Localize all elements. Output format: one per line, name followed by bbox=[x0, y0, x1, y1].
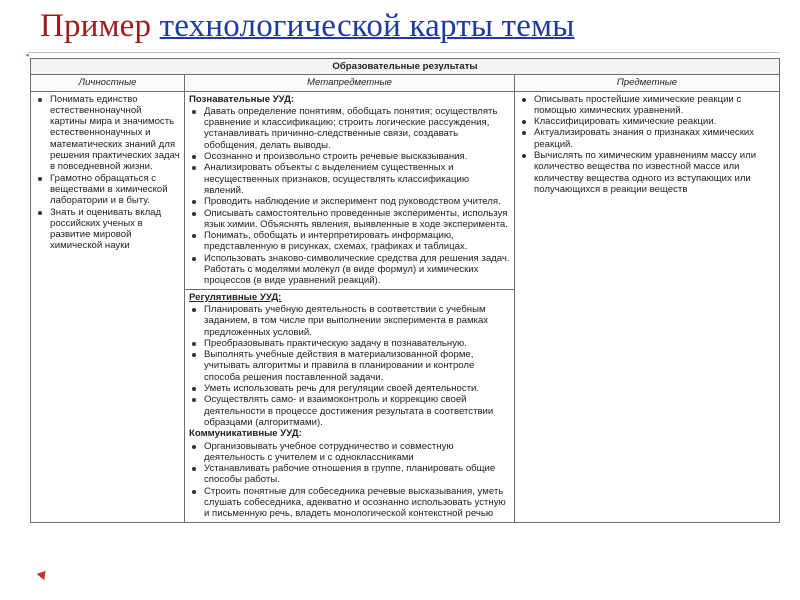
subject-list bbox=[519, 94, 775, 196]
regulative-title: Регулятивные УУД: bbox=[189, 291, 282, 303]
slide-title-plain: Пример bbox=[40, 8, 160, 44]
col-header-metasubject: Метапредметные bbox=[185, 75, 515, 91]
communicative-title: Коммуникативные УУД: bbox=[189, 428, 302, 440]
list-item: Грамотно обращаться с веществами в химической лаборатории и в быту. bbox=[35, 173, 180, 207]
communicative-list bbox=[189, 441, 510, 520]
cognitive-title: Познавательные УУД: bbox=[189, 93, 295, 105]
list-item: Осуществлять само- и взаимоконтроль и коррекцию своей деятельности в процессе достижения результата в соответствии образцами (алгоритмами). bbox=[189, 394, 510, 428]
subject-cell bbox=[515, 91, 780, 522]
list-item: Организовывать учебное сотрудничество и совместную деятельность с учителем и с одноклассниками bbox=[189, 441, 510, 464]
list-item: Строить понятные для собеседника речевые высказывания, уметь слушать собеседника, адекватно и осознанно использовать устную и письменную речь, владеть монологической контекстной речью bbox=[189, 486, 510, 520]
regulative-communicative-cell bbox=[185, 289, 515, 522]
list-item: Преобразовывать практическую задачу в познавательную. bbox=[189, 338, 510, 349]
col-header-personal: Личностные bbox=[31, 75, 185, 91]
list-item: Вычислять по химическим уравнениям массу или количество вещества по известной массе или количеству вещества одного из вступающих или получающихся в реакции веществ bbox=[519, 150, 775, 195]
cognitive-list bbox=[189, 106, 510, 287]
technological-card-table bbox=[30, 58, 780, 523]
table-main-header: Образовательные результаты bbox=[31, 59, 780, 75]
list-item: Описывать самостоятельно проведенные эксперименты, используя язык химии. Объяснять явления, выявленные в ходе эксперимента. bbox=[189, 208, 510, 231]
list-item: Понимать, обобщать и интерпретировать информацию, представленную в рисунках, схемах, графиках и таблицах. bbox=[189, 230, 510, 253]
list-item: Уметь использовать речь для регуляции своей деятельности. bbox=[189, 383, 510, 394]
list-item: Знать и оценивать вклад российских ученых в развитие мировой химической науки bbox=[35, 207, 180, 252]
personal-list bbox=[35, 94, 180, 252]
list-item: Описывать простейшие химические реакции с помощью химических уравнений. bbox=[519, 94, 775, 117]
list-item: Понимать единство естественнонаучной картины мира и значимость естественнонаучных и математических знаний для решения практических задач в повседневной жизни. bbox=[35, 94, 180, 173]
slide-title-link[interactable]: технологической карты темы bbox=[159, 8, 575, 44]
list-item: Устанавливать рабочие отношения в группе, планировать общие способы работы. bbox=[189, 463, 510, 486]
list-item: Классифицировать химические реакции. bbox=[519, 116, 775, 127]
list-item: Планировать учебную деятельность в соответствии с учебным заданием, в том числе при выполнении эксперимента в рамках предложенных условий. bbox=[189, 304, 510, 338]
list-item: Проводить наблюдение и эксперимент под руководством учителя. bbox=[189, 196, 510, 207]
list-item: Анализировать объекты с выделением существенных и несущественных признаков, осуществлять классификацию явлений. bbox=[189, 162, 510, 196]
list-item: Давать определение понятиям, обобщать понятия; осуществлять сравнение и классификацию; строить логические рассуждения, устанавливать причинно-следственные связи, создавать обобщения, делать выводы. bbox=[189, 106, 510, 151]
list-item: Выполнять учебные действия в материализованной форме, учитывать алгоритмы и правила в планировании и контроле способа решения поставленной задачи. bbox=[189, 349, 510, 383]
list-item: Осознанно и произвольно строить речевые высказывания. bbox=[189, 151, 510, 162]
regulative-list bbox=[189, 304, 510, 428]
corner-arrow-icon bbox=[37, 568, 50, 581]
list-item: Использовать знаково-символические средства для решения задач. Работать с моделями молекул (в виде формул) и химических процессов (в виде уравнений реакций). bbox=[189, 253, 510, 287]
slide-title bbox=[40, 8, 575, 45]
personal-cell bbox=[31, 91, 185, 522]
col-header-subject: Предметные bbox=[515, 75, 780, 91]
title-divider bbox=[28, 52, 780, 53]
corner-mark-icon: ▪ bbox=[26, 50, 30, 60]
list-item: Актуализировать знания о признаках химических реакций. bbox=[519, 127, 775, 150]
cognitive-cell bbox=[185, 91, 515, 289]
